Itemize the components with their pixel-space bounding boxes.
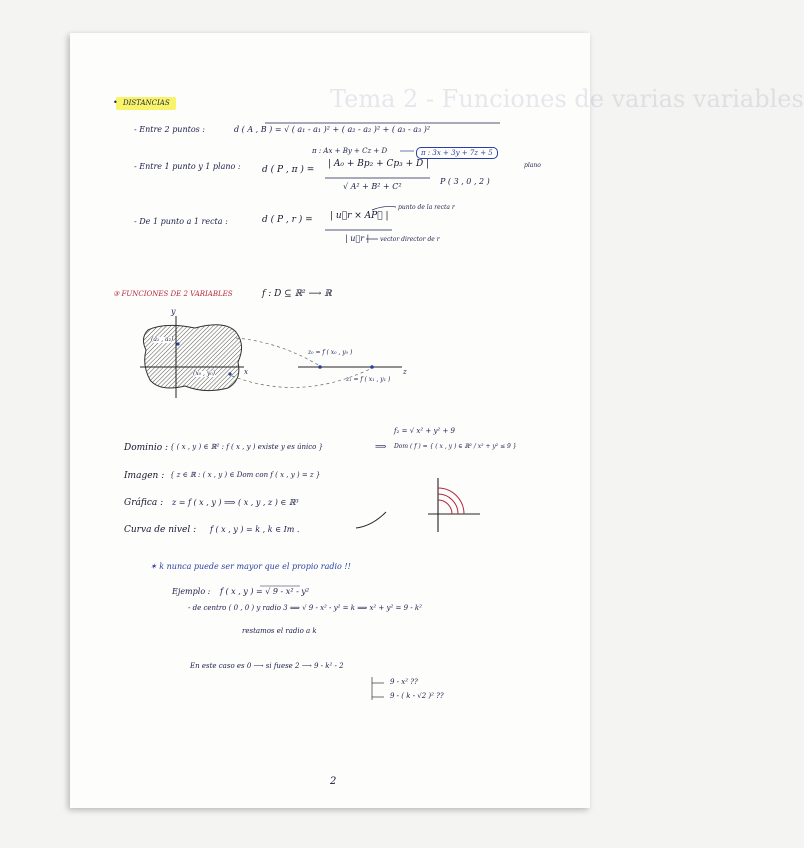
axis-x-label: x [244,368,248,376]
level-curve-text: f ( x , y ) = k , k ∈ Im . [210,525,300,534]
bullet-dot: • [113,98,118,107]
level-curve-label: Curva de nivel : [124,525,197,535]
distancias-heading: DISTANCIAS [123,99,170,107]
example-dom: Dom ( f ) = { ( x , y ) ∈ ℝ² / x² + y² ≤ 9 } [394,443,517,450]
circle-sub: restamos el radio a k [242,627,317,635]
image-label: Imagen : [124,471,165,481]
domain-arrow: ⟹ [375,442,387,451]
line-numerator: | u⃗r × AP⃗ | [330,211,389,221]
example-label: Ejemplo : [172,587,211,596]
domain-text: { ( x , y ) ∈ ℝ² : f ( x , y ) existe y es único } [170,443,324,451]
line-denominator: | u⃗r | [345,234,370,243]
line-note-top: punto de la recta r [398,204,455,211]
two-points-label: - Entre 2 puntos : [134,125,205,134]
axis-z-label: z [403,368,407,376]
plane-boxed-equation: π : 3x + 3y + 7z + 5 [416,147,498,159]
domain-label: Dominio : [124,443,169,453]
case-b: 9 - ( k - √2 )² ?? [390,692,444,700]
plane-denominator: √ A² + B² + C² [343,182,402,191]
plane-lhs: d ( P , π ) = [262,165,315,175]
graph-label: Gráfica : [124,498,164,508]
plane-numerator: | A₀ + Bp₂ + Cp₃ + D | [328,159,430,169]
point-b-label: (x₀ , y₀) [193,370,215,377]
two-points-formula: d ( A , B ) = √ ( a₁ - a₁ )² + ( a₂ - a₂ )² + ( a₃ - a₃ )² [234,125,431,134]
axis-y-label: y [171,307,176,316]
example-f: f₂ = √ x² + y² + 9 [394,427,455,435]
image-z1-label: z₁ = f ( x₁ , y₁ ) [346,376,391,383]
plane-eq-note: π : Ax + By + Cz + D [312,147,388,155]
function-signature: f : D ⊆ ℝ² ⟶ ℝ [262,289,332,299]
image-text: { z ∈ ℝ : ( x , y ) ∈ Dom con f ( x , y ) = z } [170,471,321,479]
example-function: f ( x , y ) = √ 9 - x² - y² [220,587,310,596]
line-label: - De 1 punto a 1 recta : [134,217,228,226]
plane-plano-label: plano [524,162,541,169]
plane-label: - Entre 1 punto y 1 plano : [134,162,241,171]
case-line: En este caso es 0 ⟶ si fuese 2 ⟶ 9 - k² - 2 [190,662,344,670]
functions-heading: ③ FUNCIONES DE 2 VARIABLES [113,290,233,298]
image-z0-label: z₀ = f ( x₀ , y₀ ) [308,349,353,356]
graph-text: z = f ( x , y ) ⟹ ( x , y , z ) ∈ ℝ³ [172,498,299,507]
circle-line: - de centro ( 0 , 0 ) y radio 3 ⟹ √ 9 - x² - y² = k ⟹ x² + y² = 9 - k² [188,604,422,612]
star-note: ✶ k nunca puede ser mayor que el propio radio !! [150,562,351,571]
line-note-bottom: vector director de r [380,236,440,243]
point-a-label: (a₁ , a₂) [151,336,174,343]
plane-point: P ( 3 , 0 , 2 ) [440,177,490,186]
ghost-title: Tema 2 - Funciones de varias variables [330,85,804,113]
case-a: 9 - x² ?? [390,678,418,686]
line-lhs: d ( P , r ) = [262,215,313,225]
page-number: 2 [330,776,337,787]
domain-region [143,325,241,391]
